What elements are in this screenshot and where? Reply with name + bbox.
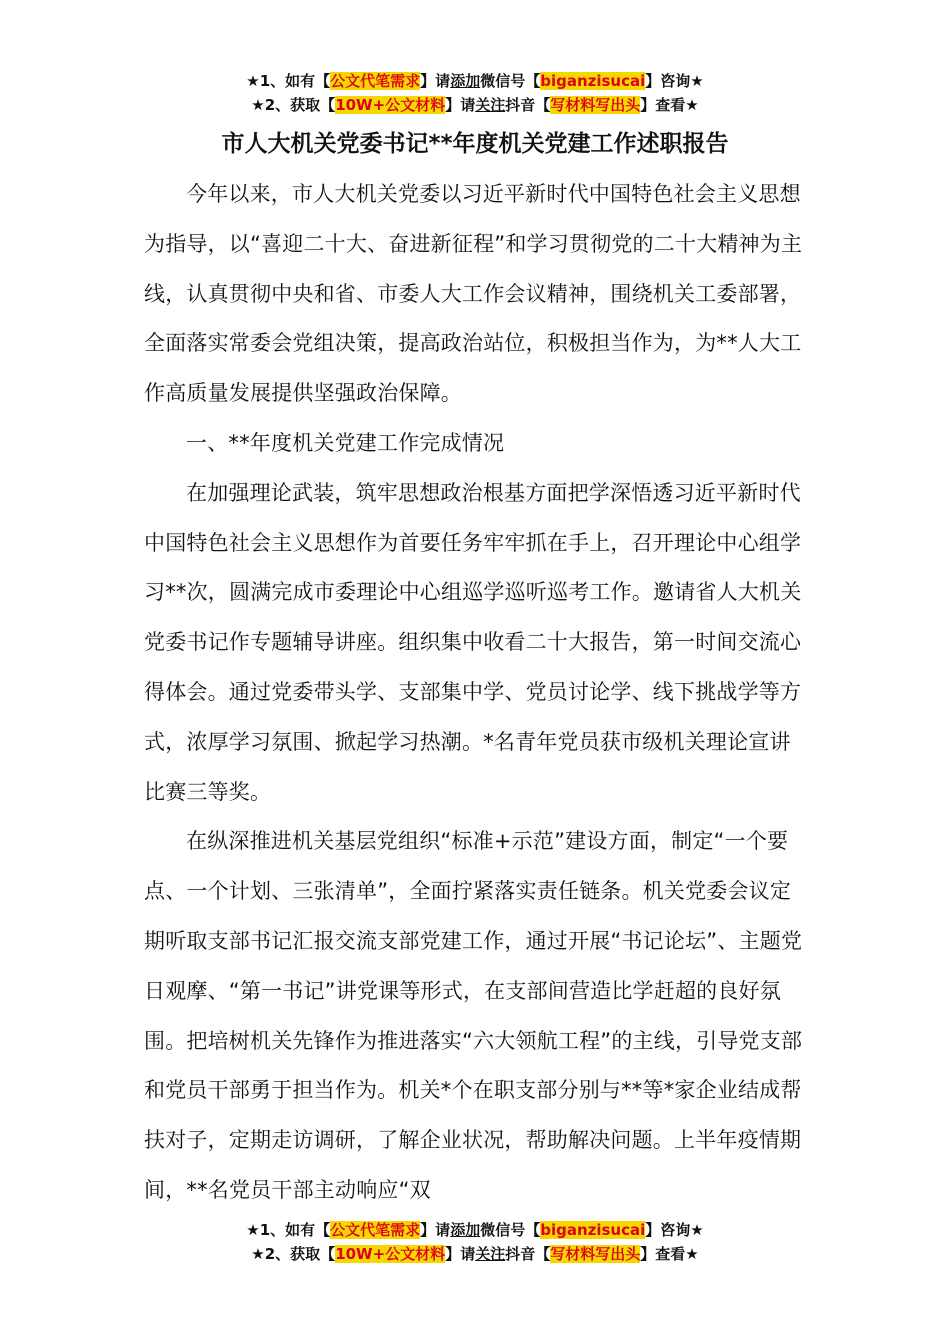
body-paragraph: 在加强理论武装，筑牢思想政治根基方面把学深悟透习近平新时代中国特色社会主义思想作为首要任务牢牢抓在手上，召开理论中心组学习**次，圆满完成市委理论中心组巡学巡听巡考工作。邀请省人大机关党委书记作专题辅导讲座。组织集中收看二十大报告，第一时间交流心得体会。通过党委带头学、支部集中学、党员讨论学、线下挑战学等方式，浓厚学习氛围、掀起学习热潮。*名青年党员获市级机关理论宣讲比赛三等奖。	[144, 480, 802, 804]
body-paragraph: 今年以来，市人大机关党委以习近平新时代中国特色社会主义思想为指导，以“喜迎二十大、奋进新征程”和学习贯彻党的二十大精神为主线，认真贯彻中央和省、市委人大工作会议精神，围绕机关工委部署，全面落实常委会党组决策，提高政治站位，积极担当作为，为**人大工作高质量发展提供坚强政治保障。	[144, 182, 803, 406]
banner-underlined-text: 添加	[450, 1221, 481, 1239]
banner-highlight: 10W+公文材料	[335, 96, 446, 114]
banner-text: 】请	[420, 1221, 451, 1239]
banner-text: 】咨询★	[645, 72, 704, 90]
banner-text: 】查看★	[640, 1245, 699, 1263]
banner-text: 】查看★	[640, 96, 699, 114]
banner-text: ★2、获取【	[251, 96, 336, 114]
banner-highlight: 10W+公文材料	[335, 1245, 446, 1263]
banner-text: ★1、如有【	[246, 1221, 331, 1239]
banner-text: 微信号【	[480, 1221, 541, 1239]
banner-line-2	[0, 93, 950, 117]
footer-banner	[0, 1218, 950, 1266]
banner-text: 微信号【	[480, 72, 541, 90]
banner-underlined-text: 关注	[475, 1245, 506, 1263]
banner-line-1	[0, 69, 950, 93]
document-title: 市人大机关党委书记**年度机关党建工作述职报告	[221, 131, 729, 157]
banner-text: 】请	[445, 1245, 476, 1263]
banner-text: ★1、如有【	[246, 72, 331, 90]
banner-underlined-text: 添加	[450, 72, 481, 90]
banner-highlight: 公文代笔需求	[330, 72, 421, 90]
header-banner	[0, 69, 950, 117]
banner-text: 】咨询★	[645, 1221, 704, 1239]
section-heading: 一、**年度机关党建工作完成情况	[186, 430, 505, 455]
banner-highlight: 公文代笔需求	[330, 1221, 421, 1239]
banner-text: 】请	[445, 96, 476, 114]
banner-highlight: 写材料写出头	[550, 1245, 641, 1263]
banner-highlight: 写材料写出头	[550, 96, 641, 114]
banner-line-2	[0, 1242, 950, 1266]
banner-text: 】请	[420, 72, 451, 90]
banner-text: 抖音【	[505, 1245, 551, 1263]
banner-underlined-text: 关注	[475, 96, 506, 114]
banner-text: ★2、获取【	[251, 1245, 336, 1263]
banner-highlight: biganzisucai	[540, 72, 646, 90]
banner-highlight: biganzisucai	[540, 1221, 646, 1239]
document-body	[144, 170, 804, 1216]
banner-line-1	[0, 1218, 950, 1242]
banner-text: 抖音【	[505, 96, 551, 114]
body-paragraph: 在纵深推进机关基层党组织“标准+示范”建设方面，制定“一个要点、一个计划、三张清单”，全面拧紧落实责任链条。机关党委会议定期听取支部书记汇报交流支部党建工作，通过开展“书记论坛”、主题党日观摩、“第一书记”讲党课等形式，在支部间营造比学赶超的良好氛围。把培树机关先锋作为推进落实“六大领航工程”的主线，引导党支部和党员干部勇于担当作为。机关*个在职支部分别与**等*家企业结成帮扶对子，定期走访调研，了解企业状况，帮助解决问题。上半年疫情期间，**名党员干部主动响应“双	[144, 829, 803, 1202]
